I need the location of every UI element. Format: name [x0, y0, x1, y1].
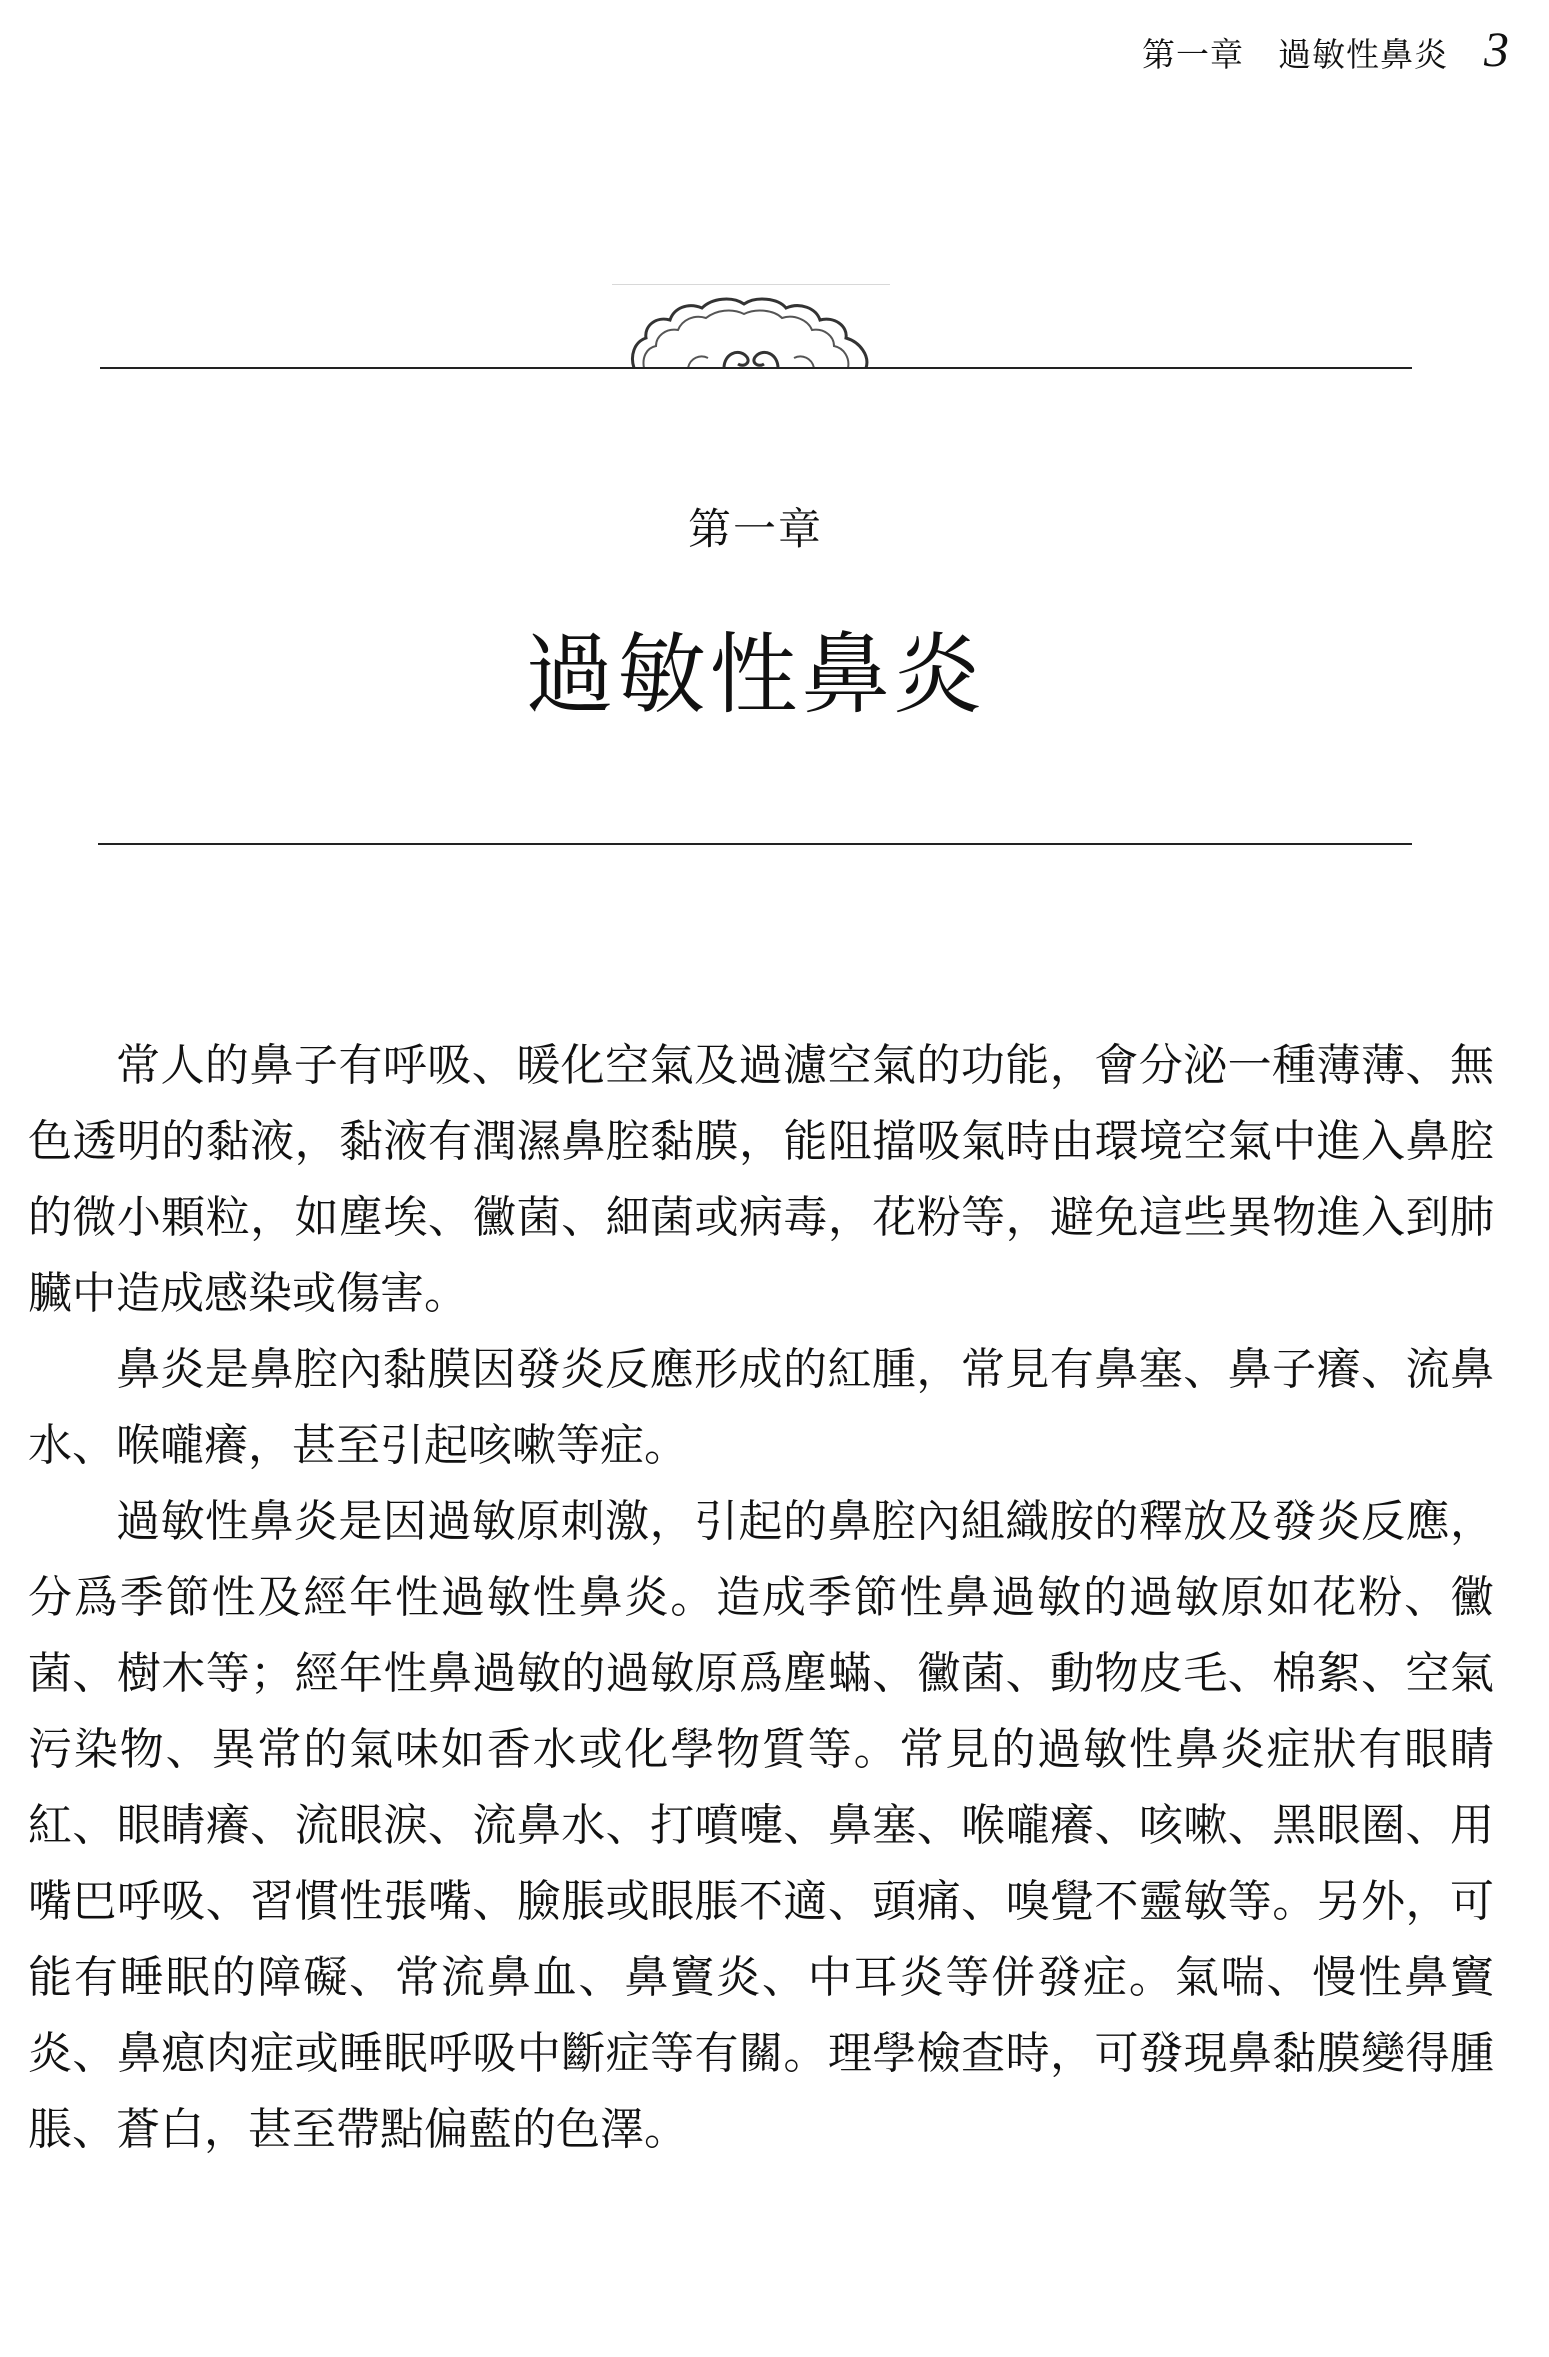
top-divider [100, 367, 1412, 369]
paragraph-3: 過敏性鼻炎是因過敏原刺激，引起的鼻腔內組織胺的釋放及發炎反應，分爲季節性及經年性過敏性鼻炎。造成季節性鼻過敏的過敏原如花粉、黴菌、樹木等；經年性鼻過敏的過敏原爲塵蟎、黴菌、動物皮毛、棉絮、空氣污染物、異常的氣味如香水或化學物質等。常見的過敏性鼻炎症狀有眼睛紅、眼睛癢、流眼淚、流鼻水、打噴嚏、鼻塞、喉嚨癢、咳嗽、黑眼圈、用嘴巴呼吸、習慣性張嘴、臉脹或眼脹不適、頭痛、嗅覺不靈敏等。另外，可能有睡眠的障礙、常流鼻血、鼻竇炎、中耳炎等併發症。氣喘、慢性鼻竇炎、鼻瘜肉症或睡眠呼吸中斷症等有關。理學檢查時，可發現鼻黏膜變得腫脹、蒼白，甚至帶點偏藍的色澤。 [28, 1496, 1494, 2155]
cloud-ornament-icon [628, 296, 874, 370]
page-number: 3 [1484, 21, 1509, 77]
running-title: 第一章 過敏性鼻炎 [1142, 35, 1448, 74]
bottom-divider [98, 843, 1412, 845]
paragraph-1: 常人的鼻子有呼吸、暖化空氣及過濾空氣的功能，會分泌一種薄薄、無色透明的黏液，黏液有潤濕鼻腔黏膜，能阻擋吸氣時由環境空氣中進入鼻腔的微小顆粒，如塵埃、黴菌、細菌或病毒，花粉等，避免這些異物進入到肺臟中造成感染或傷害。 [28, 1040, 1494, 1319]
chapter-title: 過敏性鼻炎 [525, 623, 986, 726]
running-header [1142, 20, 1509, 90]
ornament-top-hairline [612, 284, 890, 285]
chapter-label: 第一章 [688, 505, 823, 555]
body-text [28, 1028, 1494, 2168]
paragraph-2: 鼻炎是鼻腔內黏膜因發炎反應形成的紅腫，常見有鼻塞、鼻子癢、流鼻水、喉嚨癢，甚至引起咳嗽等症。 [28, 1344, 1494, 1471]
